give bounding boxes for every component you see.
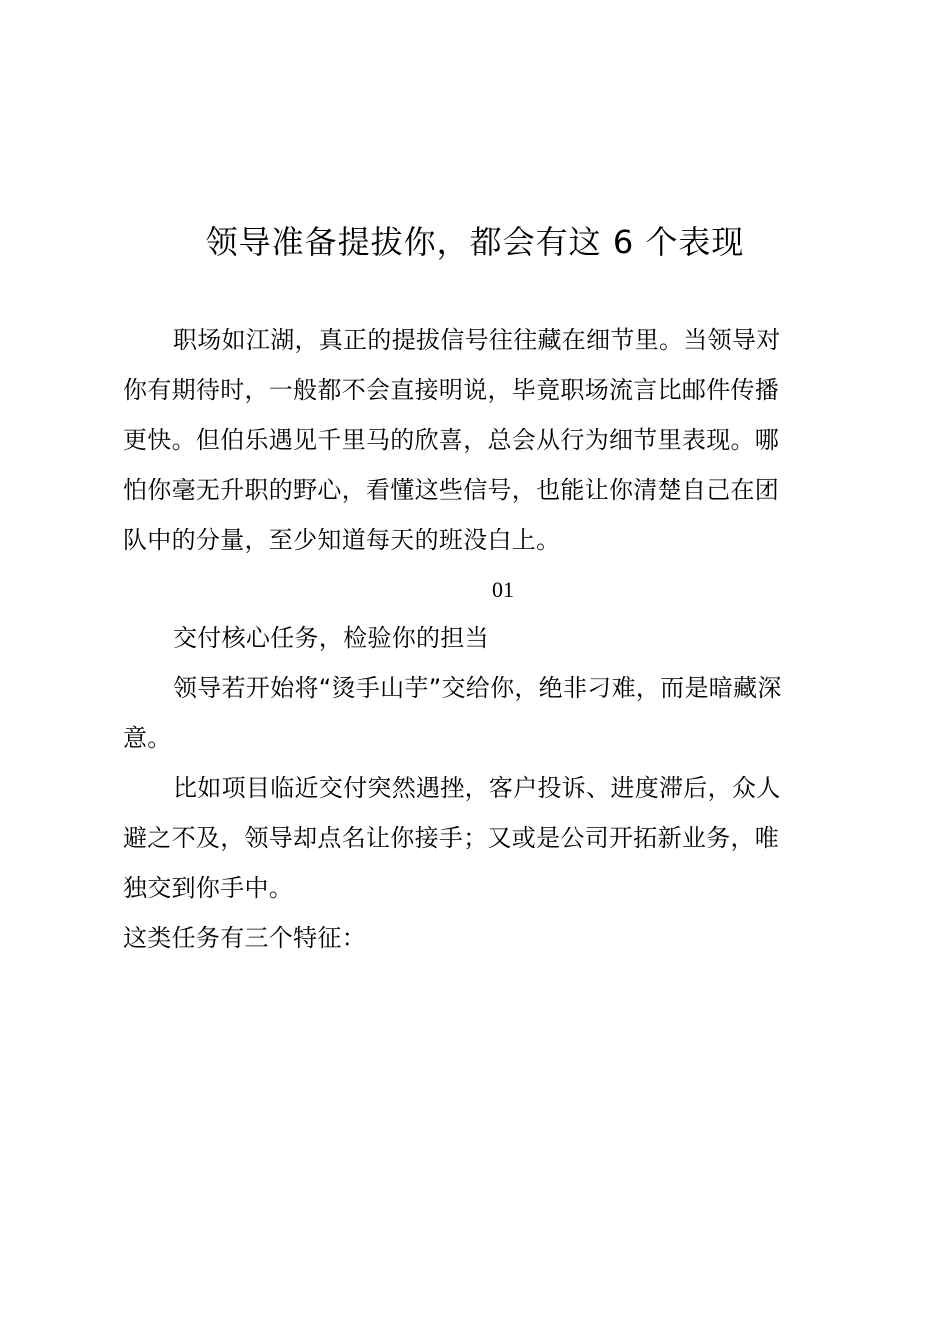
paragraph2-line-3: 独交到你手中。 (123, 874, 294, 902)
intro-line-3: 更快。但伯乐遇见千里马的欣喜，总会从行为细节里表现。哪 (123, 426, 780, 454)
intro-line-4: 怕你毫无升职的野心，看懂这些信号，也能让你清楚自己在团 (123, 476, 780, 504)
intro-line-5: 队中的分量，至少知道每天的班没白上。 (123, 526, 561, 554)
paragraph1-line-1: 领导若开始将“烫手山芋”交给你，绝非刁难，而是暗藏深 (173, 674, 782, 702)
paragraph2-line-2: 避之不及，领导却点名让你接手；又或是公司开拓新业务，唯 (123, 824, 780, 852)
section-heading: 交付核心任务，检验你的担当 (173, 624, 489, 652)
document-title: 领导准备提拔你，都会有这 6 个表现 (205, 223, 745, 261)
paragraph2-line-1: 比如项目临近交付突然遇挫，客户投诉、进度滞后，众人 (173, 774, 781, 802)
intro-line-2: 你有期待时，一般都不会直接明说，毕竟职场流言比邮件传播 (123, 376, 780, 404)
paragraph1-line-2: 意。 (123, 724, 172, 752)
section-number: 01 (492, 577, 514, 602)
intro-line-1: 职场如江湖，真正的提拔信号往往藏在细节里。当领导对 (173, 326, 781, 354)
closing-line: 这类任务有三个特征： (123, 924, 366, 952)
